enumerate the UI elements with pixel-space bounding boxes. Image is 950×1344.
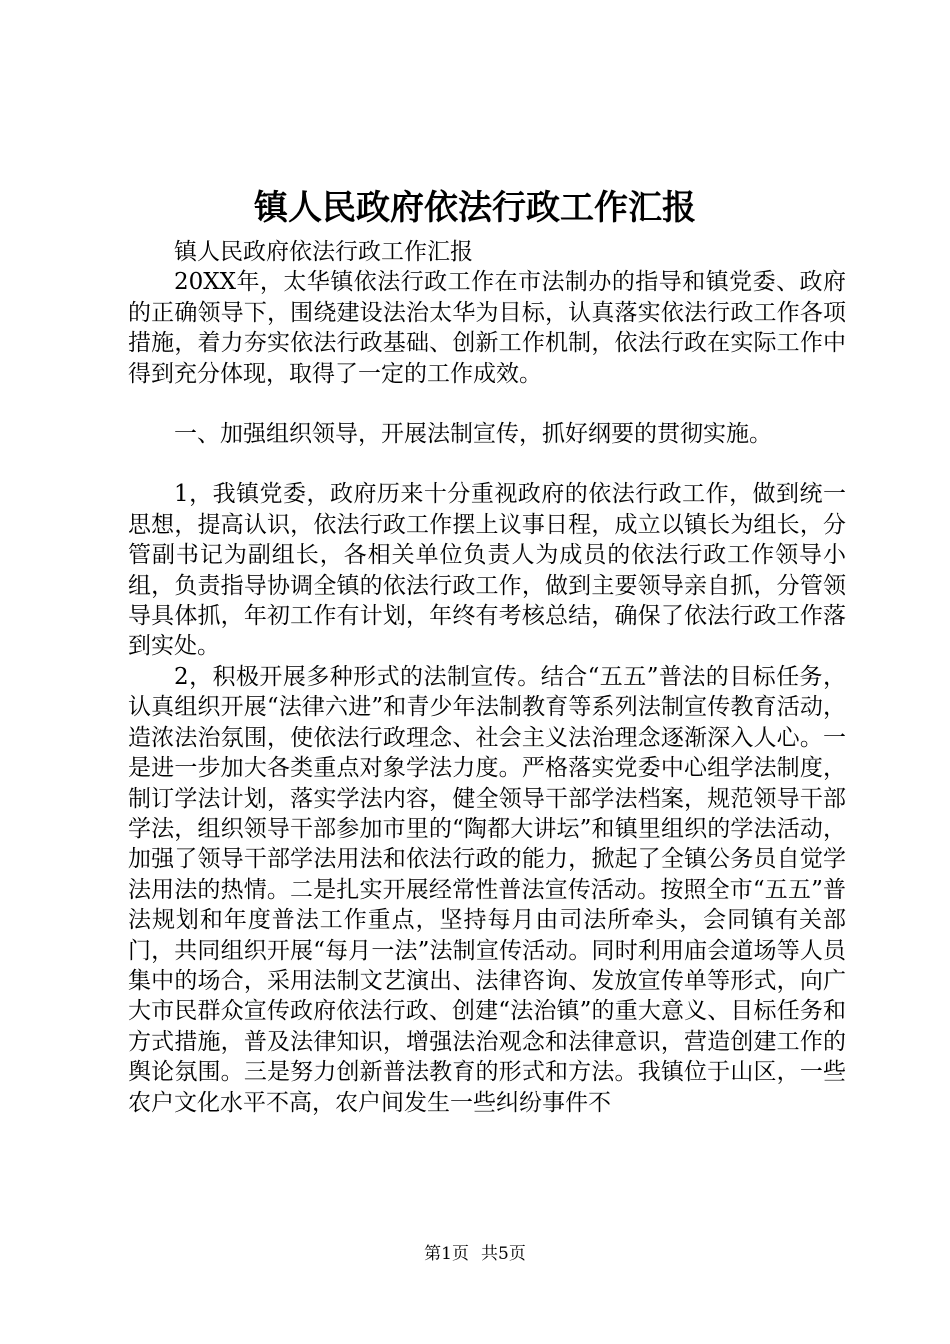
subtitle-paragraph: 镇人民政府依法行政工作汇报 <box>174 239 473 265</box>
document-title: 镇人民政府依法行政工作汇报 <box>254 188 696 228</box>
section-heading: 一、加强组织领导，开展法制宣传，抓好纲要的贯彻实施。 <box>174 421 772 448</box>
body-paragraph-2: 2，积极开展多种形式的法制宣传。结合“五五”普法的目标任务，认真组织开展“法律六进”和青少年法制教育等系列法制宣传教育活动，造浓法治氛围，使依法行政理念、社会主义法治理念逐渐深入人心。一是进一步加大各类重点对象学法力度。严格落实党委中心组学法制度，制订学法计划，落实学法内容，健全领导干部学法档案，规范领导干部学法，组织领导干部参加市里的“陶都大讲坛”和镇里组织的学法活动，加强了领导干部学法用法和依法行政的能力，掀起了全镇公务员自觉学法用法的热情。二是扎实开展经常性普法宣传活动。按照全市“五五”普法规划和年度普法工作重点，坚持每月由司法所牵头，会同镇有关部门，共同组织开展“每月一法”法制宣传活动。同时利用庙会道场等人员集中的场合，采用法制文艺演出、法律咨询、发放宣传单等形式，向广大市民群众宣传政府依法行政、创建“法治镇”的重大意义、目标任务和方式措施，普及法律知识，增强法治观念和法律意识，营造创建工作的舆论氛围。三是努力创新普法教育的形式和方法。我镇位于山区，一些农户文化水平不高，农户间发生一些纠纷事件不 <box>128 663 846 1116</box>
page-total: 共5页 <box>481 1244 526 1264</box>
body-paragraph-1: 1，我镇党委，政府历来十分重视政府的依法行政工作，做到统一思想，提高认识，依法行政工作摆上议事日程，成立以镇长为组长，分管副书记为副组长，各相关单位负责人为成员的依法行政工作领导小组，负责指导协调全镇的依法行政工作，做到主要领导亲自抓，分管领导具体抓，年初工作有计划，年终有考核总结，确保了依法行政工作落到实处。 <box>128 481 846 660</box>
intro-paragraph: 20XX年，太华镇依法行政工作在市法制办的指导和镇党委、政府的正确领导下，围绕建设法治太华为目标，认真落实依法行政工作各项措施，着力夯实依法行政基础、创新工作机制，依法行政在实际工作中得到充分体现，取得了一定的工作成效。 <box>128 269 846 387</box>
document-body <box>128 237 846 1118</box>
page-number: 第1页 <box>424 1244 469 1264</box>
page-footer <box>0 1243 950 1265</box>
